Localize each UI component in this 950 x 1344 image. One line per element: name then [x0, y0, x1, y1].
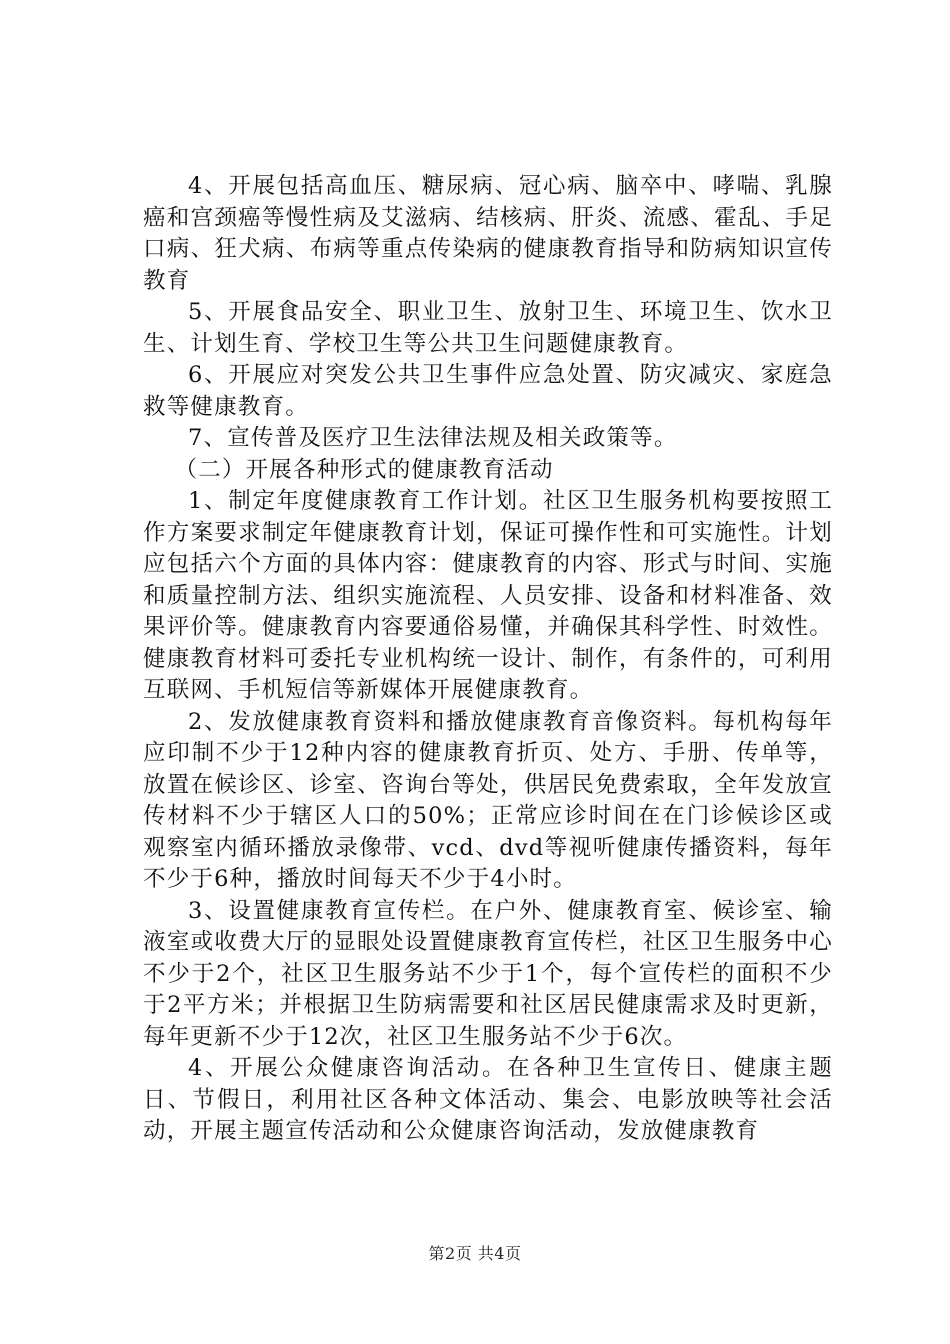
document-body: [143, 171, 833, 1148]
paragraph-item-7-laws: 7、宣传普及医疗卫生法律法规及相关政策等。: [188, 425, 678, 451]
paragraph-activity-3-bulletin: 3、设置健康教育宣传栏。在户外、健康教育室、候诊室、输液室或收费大厅的显眼处设置健康教育宣传栏，社区卫生服务中心不少于2个，社区卫生服务站不少于1个，每个宣传栏的面积不少于2平方米；并根据卫生防病需要和社区居民健康需求及时更新，每年更新不少于12次，社区卫生服务站不少于6次。: [143, 897, 833, 1050]
page-footer: 第2页 共4页: [428, 1244, 522, 1263]
paragraph-activity-4-consultation: 4、开展公众健康咨询活动。在各种卫生宣传日、健康主题日、节假日，利用社区各种文体活动、集会、电影放映等社会活动，开展主题宣传活动和公众健康咨询活动，发放健康教育: [143, 1055, 833, 1144]
paragraph-item-6-emergency: 6、开展应对突发公共卫生事件应急处置、防灾减灾、家庭急救等健康教育。: [143, 362, 833, 420]
paragraph-item-4-chronic-disease: 4、开展包括高血压、糖尿病、冠心病、脑卒中、哮喘、乳腺癌和宫颈癌等慢性病及艾滋病、结核病、肝炎、流感、霍乱、手足口病、狂犬病、布病等重点传染病的健康教育指导和防病知识宣传教育: [143, 173, 833, 294]
paragraph-activity-1-plan: 1、制定年度健康教育工作计划。社区卫生服务机构要按照工作方案要求制定年健康教育计划，保证可操作性和可实施性。计划应包括六个方面的具体内容：健康教育的内容、形式与时间、实施和质量控制方法、组织实施流程、人员安排、设备和材料准备、效果评价等。健康教育内容要通俗易懂，并确保其科学性、时效性。健康教育材料可委托专业机构统一设计、制作，有条件的，可利用互联网、手机短信等新媒体开展健康教育。: [143, 488, 833, 703]
paragraph-activity-2-materials: 2、发放健康教育资料和播放健康教育音像资料。每机构每年应印制不少于12种内容的健康教育折页、处方、手册、传单等，放置在候诊区、诊室、咨询台等处，供居民免费索取，全年发放宣传材料不少于辖区人口的50%；正常应诊时间在在门诊候诊区或观察室内循环播放录像带、vcd、dvd等视听健康传播资料，每年不少于6种，播放时间每天不少于4小时。: [143, 708, 833, 892]
paragraph-item-5-public-health: 5、开展食品安全、职业卫生、放射卫生、环境卫生、饮水卫生、计划生育、学校卫生等公共卫生问题健康教育。: [143, 299, 833, 357]
section-heading-activities: （二）开展各种形式的健康教育活动: [174, 456, 554, 483]
